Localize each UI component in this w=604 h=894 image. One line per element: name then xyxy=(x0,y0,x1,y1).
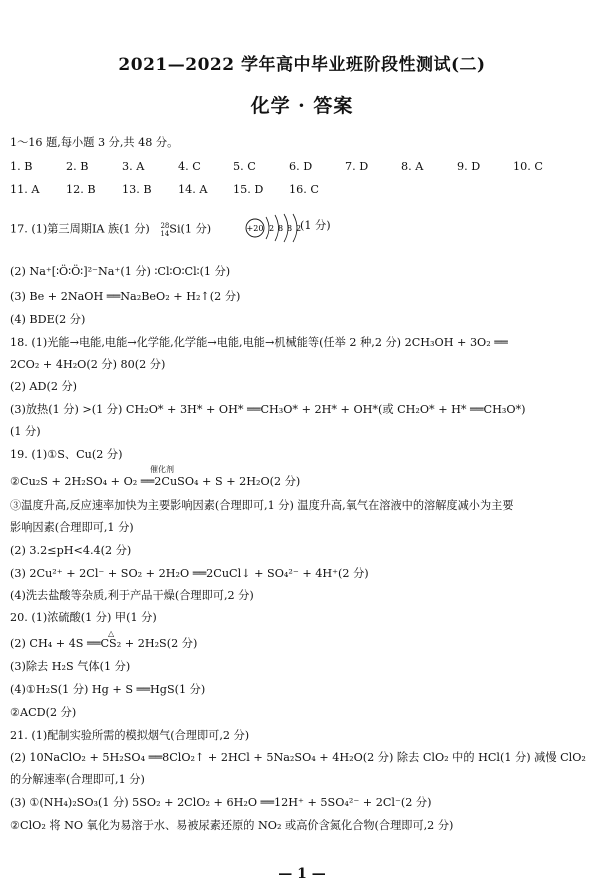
shell-1: 2 xyxy=(269,224,275,233)
mc-answer: 5. C xyxy=(233,160,256,173)
q20-line3: (3)除去 H₂S 气体(1 分) xyxy=(10,660,131,673)
q21-line4: (3) ①(NH₄)₂SO₃(1 分) 5SO₂ + 2ClO₂ + 6H₂O ══12H⁺ + 5SO₄²⁻ + 2Cl⁻(2 分) xyxy=(10,796,432,809)
mc-answer: 6. D xyxy=(289,160,313,173)
nucleus-charge: +20 xyxy=(246,224,264,233)
mc-answer: 8. A xyxy=(401,160,424,173)
q19-line7: (4)洗去盐酸等杂质,利于产品干燥(合理即可,2 分) xyxy=(10,589,254,602)
q20-line5: ②ACD(2 分) xyxy=(10,706,77,719)
mc-answer: 2. B xyxy=(66,160,89,173)
mc-answer: 15. D xyxy=(233,183,264,196)
q18-line3: (2) AD(2 分) xyxy=(10,380,78,393)
q18-line5: (1 分) xyxy=(10,425,41,438)
q21-line2: (2) 10NaClO₂ + 5H₂SO₄ ══8ClO₂↑ + 2HCl + 5Na₂SO₄ + 4H₂O(2 分) 除去 ClO₂ 中的 HCl(1 分) 减慢 ClO₂ xyxy=(10,751,586,764)
mc-intro: 1～16 题,每小题 3 分,共 48 分。 xyxy=(10,136,179,149)
q19-line1: 19. (1)①S、Cu(2 分) xyxy=(10,448,123,461)
q19-line4: 影响因素(合理即可,1 分) xyxy=(10,521,134,534)
q19-line3: ③温度升高,反应速率加快为主要影响因素(合理即可,1 分) 温度升高,氧气在溶液中的溶解度减小为主要 xyxy=(10,499,514,512)
heat-condition-symbol: △ xyxy=(108,629,115,638)
mc-answer: 4. C xyxy=(178,160,201,173)
mc-answer: 12. B xyxy=(66,183,96,196)
q18-line2: 2CO₂ + 4H₂O(2 分) 80(2 分) xyxy=(10,358,166,371)
shell-4: 2 xyxy=(296,224,302,233)
q21-line5: ②ClO₂ 将 NO 氧化为易溶于水、易被尿素还原的 NO₂ 或高价含氮化合物(合理即可,2 分) xyxy=(10,819,454,832)
shell-2: 8 xyxy=(278,224,284,233)
mc-answer: 9. D xyxy=(457,160,481,173)
document-title: 2021—2022 学年高中毕业班阶段性测试(二) xyxy=(118,55,486,75)
q19-line2: ②Cu₂S + 2H₂SO₄ + O₂ ══2CuSO₄ + S + 2H₂O(2 分) xyxy=(10,475,301,488)
q19-line5: (2) 3.2≤pH<4.4(2 分) xyxy=(10,544,132,557)
mc-answer: 16. C xyxy=(289,183,319,196)
shell-3: 8 xyxy=(287,224,293,233)
mc-answer: 14. A xyxy=(178,183,208,196)
mc-answer: 10. C xyxy=(513,160,543,173)
q17-line1: 17. (1)第三周期ⅠA 族(1 分) $^{28}_{14}$Si(1 分) xyxy=(10,222,212,238)
mc-answer: 7. D xyxy=(345,160,369,173)
page-number: — 1 — xyxy=(278,866,326,882)
document-subtitle: 化学 · 答案 xyxy=(250,95,354,117)
mc-answer: 11. A xyxy=(10,183,40,196)
q17-atom-score: (1 分) xyxy=(300,219,331,232)
q18-line4: (3)放热(1 分) >(1 分) CH₂O* + 3H* + OH* ══CH₃O* + 2H* + OH*(或 CH₂O* + H* ══CH₃O*) xyxy=(10,403,526,416)
mc-answer: 1. B xyxy=(10,160,33,173)
q20-line2: (2) CH₄ + 4S ══CS₂ + 2H₂S(2 分) xyxy=(10,637,198,650)
catalyst-label: 催化剂 xyxy=(150,465,174,474)
q17-line3: (3) Be + 2NaOH ══Na₂BeO₂ + H₂↑(2 分) xyxy=(10,290,241,303)
q17-line2: (2) Na⁺[∶Ö∶Ö∶]²⁻Na⁺(1 分) ∶Cl∶O∶Cl∶(1 分) xyxy=(10,265,231,278)
q18-line1: 18. (1)光能→电能,电能→化学能,化学能→电能,电能→机械能等(任举 2 种,2 分) 2CH₃OH + 3O₂ ══ xyxy=(10,336,508,349)
mc-answer: 3. A xyxy=(122,160,145,173)
q20-line4: (4)①H₂S(1 分) Hg + S ══HgS(1 分) xyxy=(10,683,206,696)
q17-line4: (4) BDE(2 分) xyxy=(10,313,86,326)
mc-answer: 13. B xyxy=(122,183,152,196)
q20-line1: 20. (1)浓硫酸(1 分) 甲(1 分) xyxy=(10,611,157,624)
q21-line3: 的分解速率(合理即可,1 分) xyxy=(10,773,145,786)
q21-line1: 21. (1)配制实验所需的模拟烟气(合理即可,2 分) xyxy=(10,729,250,742)
q19-line6: (3) 2Cu²⁺ + 2Cl⁻ + SO₂ + 2H₂O ══2CuCl↓ + SO₄²⁻ + 4H⁺(2 分) xyxy=(10,567,369,580)
